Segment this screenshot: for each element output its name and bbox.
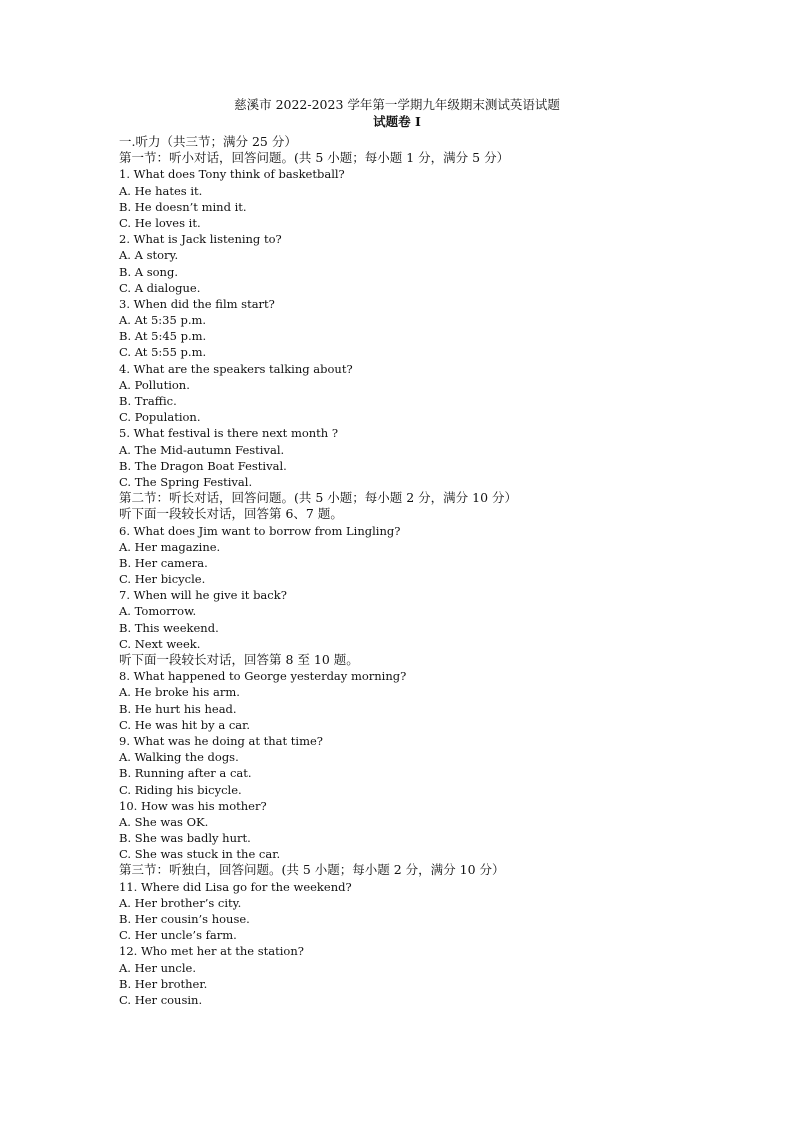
question-text: 6. What does Jim want to borrow from Lingling? <box>119 523 401 538</box>
answer-option: C. A dialogue. <box>119 280 201 295</box>
answer-option: A. Tomorrow. <box>119 604 197 619</box>
answer-option: A. A story. <box>119 248 179 263</box>
answer-option: A. She was OK. <box>119 814 209 829</box>
answer-option: B. Her brother. <box>119 976 208 991</box>
section-heading: 第二节：听长对话，回答问题。(共 5 小题；每小题 2 分，满分 10 分） <box>119 490 518 506</box>
answer-option: B. This weekend. <box>119 620 219 635</box>
answer-option: C. Her cousin. <box>119 992 203 1007</box>
answer-option: C. Next week. <box>119 636 201 651</box>
question-text: 8. What happened to George yesterday morning? <box>119 669 407 684</box>
answer-option: A. Pollution. <box>119 377 190 392</box>
answer-option: B. She was badly hurt. <box>119 831 251 846</box>
answer-option: B. He hurt his head. <box>119 701 237 716</box>
question-text: 3. When did the film start? <box>119 296 275 311</box>
answer-option: B. Running after a cat. <box>119 766 252 781</box>
question-text: 2. What is Jack listening to? <box>119 232 282 247</box>
answer-option: C. Riding his bicycle. <box>119 782 242 797</box>
question-text: 12. Who met her at the station? <box>119 944 304 959</box>
answer-option: A. Her brother’s city. <box>119 895 242 910</box>
answer-option: B. Her camera. <box>119 555 208 570</box>
section-heading: 一.听力（共三节；满分 25 分） <box>119 134 297 149</box>
answer-option: B. A song. <box>119 264 178 279</box>
question-text: 7. When will he give it back? <box>119 588 287 603</box>
answer-option: A. He broke his arm. <box>119 685 240 700</box>
page-subtitle: 试题卷 I <box>373 114 421 129</box>
answer-option: A. Her uncle. <box>119 960 196 975</box>
answer-option: B. He doesn’t mind it. <box>119 199 247 214</box>
answer-option: B. Her cousin’s house. <box>119 912 250 926</box>
answer-option: C. Population. <box>119 410 201 425</box>
question-text: 9. What was he doing at that time? <box>119 733 323 748</box>
answer-option: B. At 5:45 p.m. <box>119 329 207 344</box>
question-text: 11. Where did Lisa go for the weekend? <box>119 879 352 894</box>
answer-option: A. The Mid-autumn Festival. <box>119 442 285 457</box>
section-heading: 第三节：听独白，回答问题。(共 5 小题；每小题 2 分，满分 10 分） <box>119 862 505 878</box>
answer-option: C. He was hit by a car. <box>119 717 251 732</box>
answer-option: A. Her magazine. <box>119 539 221 554</box>
answer-option: B. Traffic. <box>119 394 177 408</box>
answer-option: C. The Spring Festival. <box>119 474 253 489</box>
exam-content <box>119 134 679 1008</box>
answer-option: C. She was stuck in the car. <box>119 847 281 862</box>
answer-option: B. The Dragon Boat Festival. <box>119 458 287 473</box>
section-heading: 听下面一段较长对话，回答第 6、7 题。 <box>119 506 343 522</box>
answer-option: C. Her bicycle. <box>119 572 206 587</box>
answer-option: A. He hates it. <box>119 183 203 198</box>
answer-option: C. He loves it. <box>119 215 201 230</box>
answer-option: A. At 5:35 p.m. <box>119 313 207 328</box>
section-heading: 听下面一段较长对话，回答第 8 至 10 题。 <box>119 652 359 667</box>
section-heading: 第一节：听小对话，回答问题。(共 5 小题；每小题 1 分，满分 5 分） <box>119 150 510 166</box>
question-text: 4. What are the speakers talking about? <box>119 361 353 376</box>
answer-option: C. Her uncle’s farm. <box>119 928 237 943</box>
page-title: 慈溪市 2022-2023 学年第一学期九年级期末测试英语试题 <box>234 97 560 112</box>
question-text: 10. How was his mother? <box>119 798 267 813</box>
question-text: 5. What festival is there next month ? <box>119 426 339 441</box>
answer-option: A. Walking the dogs. <box>119 750 239 765</box>
answer-option: C. At 5:55 p.m. <box>119 345 207 360</box>
question-text: 1. What does Tony think of basketball? <box>119 167 345 182</box>
